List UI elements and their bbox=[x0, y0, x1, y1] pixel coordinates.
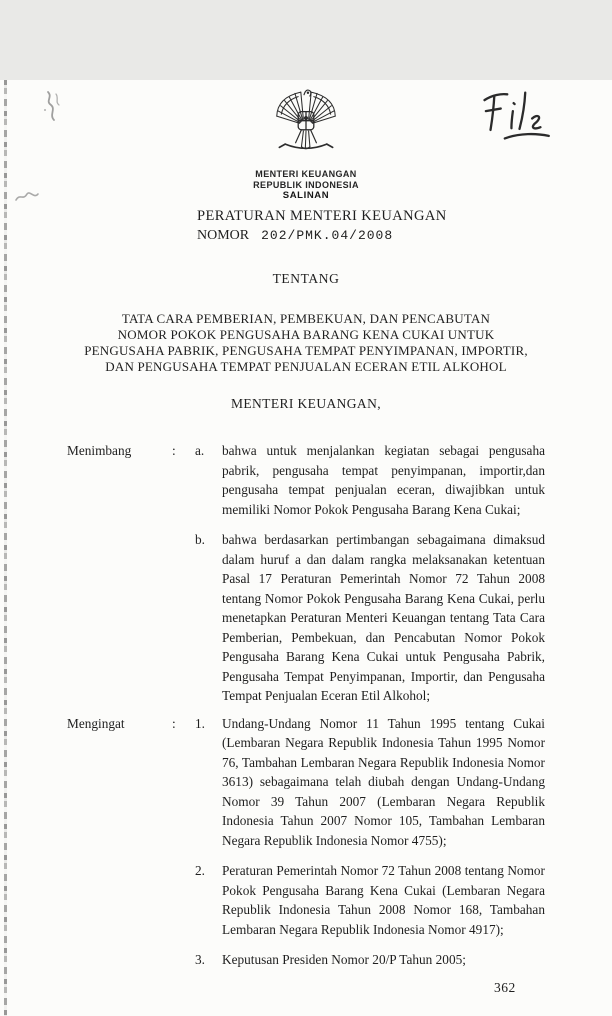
consideration-row bbox=[67, 714, 545, 851]
item-text: Peraturan Pemerintah Nomor 72 Tahun 2008 tentang Nomor Pokok Pengusaha Barang Kena Cukai (Lembaran Negara Republik Indonesia Tahun 2008 Nomor 168, Tambahan Lembaran Negara Republik Indonesia Nomor 4917); bbox=[222, 863, 545, 937]
item-text: Keputusan Presiden Nomor 20/P Tahun 2005; bbox=[222, 952, 466, 967]
colon: : bbox=[172, 443, 176, 458]
copy-label: SALINAN bbox=[282, 190, 330, 201]
regulation-number-value: 202/PMK.04/2008 bbox=[261, 228, 394, 243]
regulation-subject bbox=[0, 311, 612, 375]
republic-name: REPUBLIK INDONESIA bbox=[253, 179, 359, 190]
item-marker: 2. bbox=[195, 863, 205, 878]
regulation-number-label: NOMOR bbox=[197, 228, 250, 243]
subject-line: TATA CARA PEMBERIAN, PEMBEKUAN, DAN PENCABUTAN bbox=[121, 311, 491, 326]
regulation-body bbox=[67, 441, 545, 970]
issuer-line: MENTERI KEUANGAN, bbox=[230, 396, 382, 411]
garuda-pancasila-emblem-icon bbox=[267, 80, 345, 164]
regulation-heading bbox=[197, 208, 612, 244]
subject-line: DAN PENGUSAHA TEMPAT PENJUALAN ECERAN ETIL ALKOHOL bbox=[105, 359, 507, 374]
consideration-row bbox=[67, 441, 545, 519]
section-label-mengingat: Mengingat bbox=[67, 715, 125, 731]
section-label-menimbang: Menimbang bbox=[67, 443, 132, 458]
consideration-row bbox=[67, 861, 545, 939]
handwritten-file-note bbox=[473, 85, 561, 146]
item-text: bahwa untuk menjalankan kegiatan sebagai pengusaha pabrik, pengusaha tempat penyimpanan, importir,dan pengusaha tempat penjualan eceran, diwajibkan untuk memiliki Nomor Pokok Pengusaha Barang Kena Cukai; bbox=[222, 443, 545, 517]
item-marker: 3. bbox=[195, 952, 205, 967]
item-marker: a. bbox=[195, 443, 205, 458]
ink-smudge-icon bbox=[40, 90, 68, 126]
page-number: 362 bbox=[494, 980, 516, 995]
ink-squiggle-icon bbox=[14, 188, 40, 206]
about-label: TENTANG bbox=[272, 271, 340, 286]
item-marker: 1. bbox=[195, 715, 205, 731]
colon: : bbox=[172, 715, 176, 731]
consideration-row bbox=[67, 530, 545, 706]
subject-line: NOMOR POKOK PENGUSAHA BARANG KENA CUKAI UNTUK bbox=[117, 327, 495, 342]
consideration-row bbox=[67, 950, 545, 970]
item-text: bahwa berdasarkan pertimbangan sebagaimana dimaksud dalam huruf a dan dalam rangka melaksanakan ketentuan Pasal 17 Peraturan Pemerintah Nomor 72 Tahun 2008 tentang Nomor Pokok Pengusaha Barang Kena Cukai, perlu menetapkan Peraturan Menteri Keuangan tentang Tata Cara Pemberian, Pembekuan, dan Pencabutan Nomor Pokok Pengusaha Barang Kena Cukai untuk Pengusaha Pabrik, Pengusaha Tempat Penyimpanan, Importir, dan Pengusaha Tempat Penjualan Eceran Etil Alkohol; bbox=[222, 532, 545, 703]
item-marker: b. bbox=[195, 532, 205, 547]
regulation-title: PERATURAN MENTERI KEUANGAN bbox=[197, 208, 447, 224]
ministry-name: MENTERI KEUANGAN bbox=[255, 169, 357, 179]
regulation-number-line bbox=[197, 228, 612, 244]
handwriting-file-icon bbox=[473, 85, 561, 146]
scanned-regulation-page bbox=[0, 80, 612, 1016]
subject-line: PENGUSAHA PABRIK, PENGUSAHA TEMPAT PENYIMPANAN, IMPORTIR, bbox=[84, 343, 528, 358]
item-text: Undang-Undang Nomor 11 Tahun 1995 tentang Cukai (Lembaran Negara Republik Indonesia Tahun 1995 Nomor 76, Tambahan Lembaran Negara Republik Indonesia Nomor 3613) sebagaimana telah diubah dengan Undang-Undang Nomor 39 Tahun 2007 (Lembaran Negara Republik Indonesia Tahun 2007 Nomor 105, Tambahan Lembaran Negara Republik Indonesia Nomor 4755); bbox=[222, 715, 545, 848]
scan-binding-artifact bbox=[4, 80, 7, 1016]
